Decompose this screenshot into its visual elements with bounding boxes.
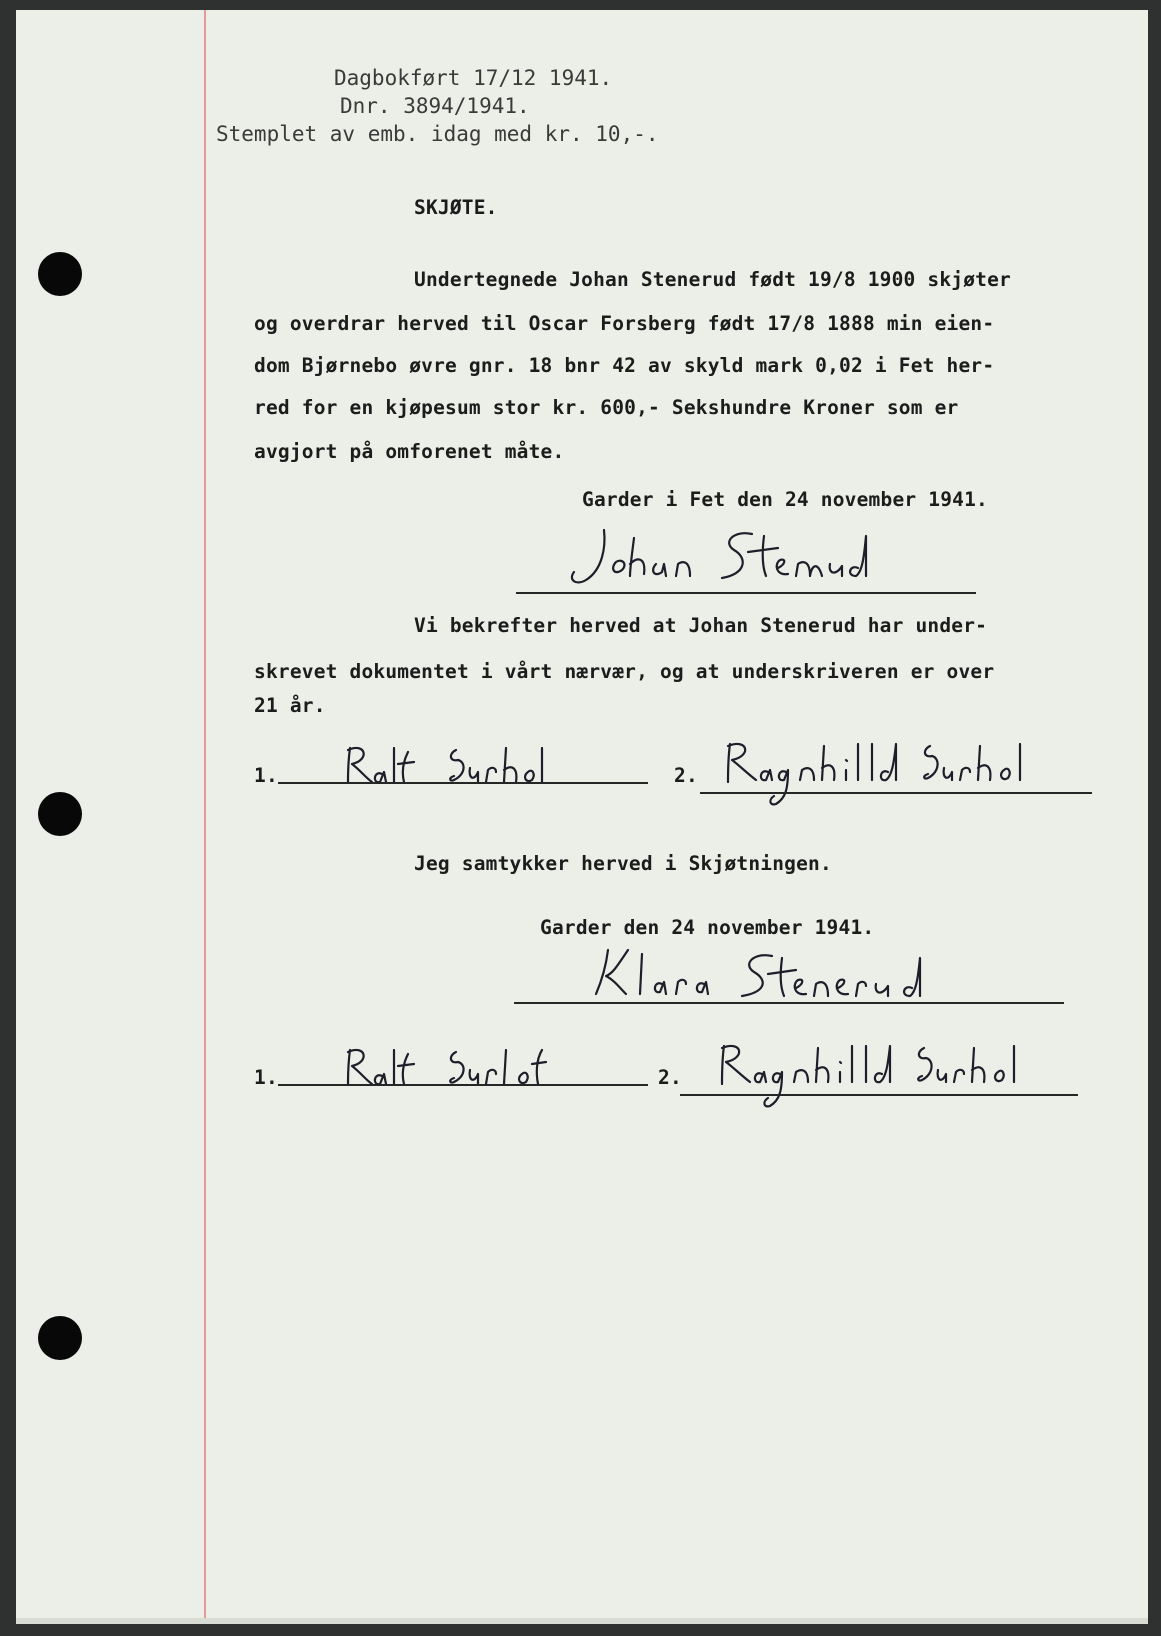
witness-statement-line-1: Vi bekrefter herved at Johan Stenerud har under- — [414, 614, 988, 637]
witness-1-number: 1. — [254, 764, 278, 787]
consent-witness-2-line — [680, 1094, 1078, 1096]
witness-statement-line-3: 21 år. — [254, 694, 326, 717]
punch-hole-middle — [38, 792, 82, 836]
registry-stamp-line-2: Dnr. 3894/1941. — [340, 94, 530, 118]
consent-place-date: Garder den 24 november 1941. — [540, 916, 875, 939]
deed-paragraph-line-2: og overdrar herved til Oscar Forsberg født 17/8 1888 min eien- — [254, 312, 995, 335]
witness-statement-line-2: skrevet dokumentet i vårt nærvær, og at underskriveren er over — [254, 660, 995, 683]
consent-signature-line — [514, 1002, 1064, 1004]
deed-paragraph-line-4: red for en kjøpesum stor kr. 600,- Sekshundre Kroner som er — [254, 396, 959, 419]
registry-stamp-line-3: Stemplet av emb. idag med kr. 10,-. — [216, 122, 659, 146]
witness-1-line — [278, 782, 648, 784]
deed-paragraph-line-5: avgjort på omforenet måte. — [254, 440, 565, 463]
consent-statement: Jeg samtykker herved i Skjøtningen. — [414, 852, 832, 875]
witness-2-signature — [716, 732, 1046, 812]
deed-paragraph-line-3: dom Bjørnebo øvre gnr. 18 bnr 42 av skyld mark 0,02 i Fet her- — [254, 354, 995, 377]
seller-signature-line — [516, 592, 976, 594]
deed-paragraph-line-1: Undertegnede Johan Stenerud født 19/8 1900 skjøter — [414, 268, 1011, 291]
document-page — [16, 10, 1148, 1624]
witness-2-line — [700, 792, 1092, 794]
consent-signature — [582, 940, 962, 1010]
page-bottom-edge — [16, 1618, 1148, 1624]
punch-hole-bottom — [38, 1316, 82, 1360]
punch-hole-top — [38, 252, 82, 296]
consent-witness-2-number: 2. — [658, 1066, 682, 1089]
seller-signature — [516, 518, 876, 598]
consent-witness-1-number: 1. — [254, 1066, 278, 1089]
consent-witness-2-signature — [710, 1034, 1040, 1114]
witness-2-number: 2. — [674, 764, 698, 787]
deed-title: SKJØTE. — [414, 196, 498, 219]
consent-witness-1-line — [278, 1084, 648, 1086]
deed-place-date: Garder i Fet den 24 november 1941. — [582, 488, 988, 511]
margin-rule — [204, 10, 206, 1624]
registry-stamp-line-1: Dagbokført 17/12 1941. — [334, 66, 613, 90]
